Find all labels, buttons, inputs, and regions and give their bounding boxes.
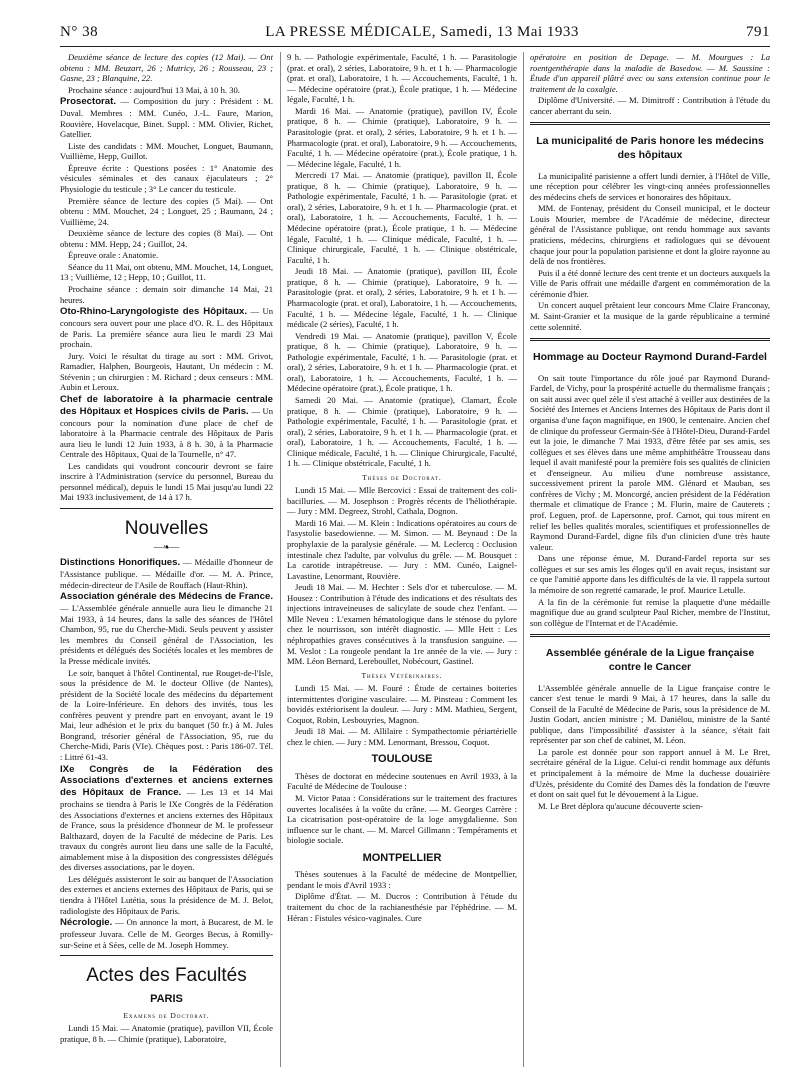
paragraph: Épreuve écrite : Questions posées : 1° Anatomie des vésicules séminales et des canaux éjaculateurs ; 2° Physiologie du testicule ; 3° Le cancer du testicule. [60,162,273,194]
paragraph: Les candidats qui voudront concourir devront se faire inscrire à l'Administration (service du personnel, Bureau du personnel médical), depuis le lundi 15 Mai jusqu'au lundi 22 Mai 1933 inclusivement, de 14 à 17 h. [60,460,273,503]
paragraph: Liste des candidats : MM. Mouchet, Longuet, Baumann, Vuillième, Hepp, Guillot. [60,140,273,162]
subsection-paris: PARIS [150,993,183,1006]
paragraph: Première séance de lecture des copies (5 Mai). — Ont obtenu : MM. Mouchet, 24 ; Longuet, 25 ; Baumann, 24 ; Vuillième, 24. [60,195,273,227]
paragraph: Jeudi 18 Mai. — Anatomie (pratique), pavillon III, École pratique, 8 h. — Chimie (pratique), Laboratoire, 9 h. — Parasitologie (prat. et oral), 2 séries, Laboratoire, 9 h. et 1 h. — Pharmacologie (prat. et oral), Laboratoire, 1 h. — Accouchements, Faculté, 1 h. — Médecine légale, Faculté, 1 h. — Clinique médicale (2 séries), Faculté, 1 h. [287,266,517,330]
paragraph: MM. de Fontenay, président du Conseil municipal, et le docteur Louis Mourier, membre de l'Académie de médecine, directeur général de l'Assistance publique, ont rendu hommage aux savants praticiens, médecins, chirurgiens et radiologues qui se dévouent chaque jour pour la population parisienne et dont la gloire rayonne au delà de nos frontières. [530,203,770,267]
paragraph: Le soir, banquet à l'hôtel Continental, rue Rouget-de-l'Isle, sous la présidence de M. le docteur Ollive (de Nantes), président de la Société locale des médecins du département de la Loire-Inférieure. En dehors des invités, tous les confrères peuvent y prendre part en envoyant, avant le 19 Mai, leur adhésion et le prix du banquet (50 fr.) à M. Jules Bongrand, trésorier général de l'Association, 95, rue du Cherche-Midi, Paris (VIe). Chèques post. : Paris 186-07. Tél. : Littré 61-43. [60,667,273,763]
paragraph: Thèses de doctorat en médecine soutenues en Avril 1933, à la Faculté de Médecine de Toulouse : [287,770,517,792]
subsection-toulouse: TOULOUSE [371,753,433,766]
column-1 [60,52,273,1067]
subsection-theses: Thèses de Doctorat. [362,472,442,482]
paragraph: Dans une réponse émue, M. Durand-Fardel reporta sur ses collègues et sur ses amis les éloges qu'il en avait reçus, insistant sur ce que l'amitié apporte dans les difficultés de la vie. Il rappela surtout la mémoire de son regretté camarade, le prof. Maurice Letulle. [530,553,770,595]
paragraph: A la fin de la cérémonie fut remise la plaquette d'une médaille magnifique due au grand sculpteur Paul Richer, membre de l'Institut, son collègue de l'Internat et de l'Académie. [530,596,770,628]
paragraph: Vendredi 19 Mai. — Anatomie (pratique), pavillon V, École pratique, 8 h. — Chimie (pratique), Laboratoire, 9 h. — Pathologie expérimentale, Faculté, 1 h. — Parasitologie (prat. et oral), 2 séries, Laboratoire, 9 h. et 1 h. — Pharmacologie (prat. et oral), Laboratoire, 1 h. — Accouchements, Faculté, 1 h. — Médecine opératoire (prat.), École pratique, 1 h. [287,330,517,394]
page-number: 791 [745,24,770,40]
paragraph: Lundi 15 Mai. — Mlle Bercovici : Essai de traitement des coli-bacilluries. — M. Josephson : Progrès récents de l'héliothérapie. — Jury : MM. Degreez, Strohl, Cathala, Dognon. [287,485,517,517]
column-2 [287,52,517,1067]
paragraph: 9 h. — Pathologie expérimentale, Faculté, 1 h. — Parasitologie (prat. et oral), 2 séries, Laboratoire, 9 h. et 1 h. — Pharmacologie (prat. et oral), Laboratoire, 1 h. — Accouchements, Faculté, 1 h. — Médecine opératoire (prat.), École pratique, 1 h. — Médecine légale, Faculté, 1 h. [287,52,517,105]
paragraph: Jeudi 18 Mai. — M. Allilaire : Sympathectomie périartérielle chez le chien. — Jury : MM. Lenormant, Bressou, Coquot. [287,726,517,747]
divider [60,955,273,956]
paragraph: Diplôme d'État. — M. Ducros : Contribution à l'étude du traitement du choc de la rachianesthésie par l'éphédrine. — M. Héran : Fistules vésico-vaginales. Cure [287,891,517,923]
paragraph: Les délégués assisteront le soir au banquet de l'Association des externes et anciens externes des Hôpitaux de Paris, qui se tiendra à l'Hôtel Lutétia, sous la présidence de M. J. Belot, radiologiste des Hôpitaux de Paris. [60,873,273,916]
paragraph: Lundi 15 Mai. — M. Fouré : Étude de certaines boiteries intermittentes d'origine vasculaire. — M. Pinsteau : Comment les bovidés extériorisent la douleur. — Jury : MM. Mathieu, Sergent, Coquot, Robin, Lesbouyries, Magnon. [287,682,517,725]
paragraph: Mardi 16 Mai. — Anatomie (pratique), pavillon IV, École pratique, 8 h. — Chimie (pratique), Laboratoire, 9 h. — Parasitologie (prat. et oral), 2 séries, Laboratoire, 9 h. et 1 h. — Pharmacologie (prat. et oral), Laboratoire, 9 h. — Accouchements, Faculté, 1 h. — Médecine opératoire (prat.), École pratique, 1 h. — Médecine légale, Faculté, 1 h. [287,105,517,169]
subsection-theses-veterinaires: Thèses Vétérinaires. [361,670,443,680]
paragraph: Diplôme d'Université. — M. Dimitroff : Contribution à l'étude du cancer aberrant du sein. [530,95,770,116]
article-title-municipalite: La municipalité de Paris honore les médecins des hôpitaux [536,135,764,162]
paragraph: On sait toute l'importance du rôle joué par Raymond Durand-Fardel, de Vichy, pour la prospérité actuelle du thermalisme français ; on sait aussi avec quel zèle il s'est attaché à veiller aux destinées de la Société des Internes et Anciens Internes des Hôpitaux de Paris dont il organisa d'une façon magnifique, en 1900, le centenaire. Ancien chef de clinique du professeur Germain-Sée à l'Hôtel-Dieu, Durand-Fardel eut la joie, le dimanche 7 Mai 1933, d'être fêtée par ses amis, ses collègues et ses élèves dans une même amphithéâtre Trousseau dans lequel il avait manifesté pour la première fois ses qualités de clinicien et d'enseigneur. Au milieu d'une nombreuse assistance, successivement prirent la parole MM. Glénard et Mauban, ses confrères de Vichy ; M. Moncorgé, ancien président de la Fédération thermale et climatique de France ; M. Flurin, maire de Cauterets ; prof. Leguen, prof. de Lapersonne, prof. Carnot, qui tous mirent en relief les belles qualités morales, scientifiques et professionnelles de Raymond Durand-Fardel, digne fils d'un clinicien d'une très haute valeur. [530,372,770,552]
issue-number: N° 38 [60,24,99,40]
divider [530,634,770,637]
paragraph: Deuxième séance de lecture des copies (8 Mai). — Ont obtenu : MM. Hepp, 24 ; Guillot, 24. [60,228,273,249]
article-heading: Distinctions Honorifiques. [60,557,181,569]
article-heading: Oto-Rhino-Laryngologiste des Hôpitaux. [60,306,247,318]
paragraph: M. Le Bret déplora qu'aucune découverte scien- [538,800,703,811]
paragraph: Séance du 11 Mai, ont obtenu, MM. Mouchet, 14, Longuet, 13 ; Vuillième, 12 ; Hepp, 10 ; Guillot, 11. [60,261,273,283]
column-divider [280,52,281,1067]
paragraph: Jeudi 18 Mai. — M. Hechter : Sels d'or et tuberculose. — M. Housez : Contribution à l'étude des indications et des résultats des injections intraveineuses de salicylate de soude chez l'enfant. — Mlle Neveu : L'examen hématologique dans le sténose du pylore chez le nourrisson, son intérêt diagnostic. — Mlle Hett : Les néphropathies graves consécutives à la transfusion sanguine. — M. Veslot : La rougeole pendant la 1re année de la vie. — Jury : MM. Léon Bernard, Lereboullet, Nobécourt, Gastinel. [287,582,517,667]
paragraph: M. Victor Pataa : Considérations sur le traitement des fractures ouvertes localisées à la voûte du crâne. — M. Georges Carrère : La cicatrisation post-opératoire de la loge amygdalienne. Son influence sur le chant. — M. Marcel Gillmann : Tempéraments et biologie sociale. [287,792,517,846]
paragraph: L'Assemblée générale annuelle de la Ligue française contre le cancer s'est tenue le mardi 9 Mai, à 17 heures, dans la salle du Conseil de la Faculté de Médecine de Paris, sous la présidence de M. Justin Godart, ancien ministre ; M. Daniélou, ministre de la Santé publique, dans l'impossibilité d'assister à la séance, s'était fait représenter par son chef de cabinet, M. Léon. [530,682,770,746]
paragraph: Samedi 20 Mai. — Anatomie (pratique), Clamart, École pratique, 8 h. — Chimie (pratique), Laboratoire, 9 h. — Pathologie expérimentale, Faculté, 1 h. — Parasitologie (prat. et oral), 2 séries, Laboratoire, 9 h. et 1 h. — Pharmacologie (prat. et oral), Laboratoire, 1 h. — Accouchements, Faculté, 1 h. — Clinique médicale, Faculté, 1 h. — Clinique Chirurgicale, Faculté, 1 h. — Clinique obstétricale, Faculté, 1 h. [287,395,517,469]
ornament-icon: —❧— [153,542,180,553]
paragraph: Mardi 16 Mai. — M. Klein : Indications opératoires au cours de l'asystolie basedowienne. — M. Simon. — M. Beynaud : De la prophylaxie de la paralysie générale. — M. Leclercq : Occlusion intestinale chez l'adulte, par volvulus du grêle. — M. Bousquet : La carotide intrapétreuse. — Jury : MM. Cunéo, Laignel-Lavastine, Lenormant, Rouvière. [287,517,517,581]
paragraph: Puis il a été donné lecture des cent trente et un docteurs auxquels la Ville de Paris offrait une médaille d'argent en commémoration de la cérémonie d'hier. [530,267,770,299]
paragraph: Prochaine séance : aujourd'hui 13 Mai, à 10 h. 30. [68,84,240,95]
column-divider [523,52,524,1067]
paragraph: La parole est donnée pour son rapport annuel à M. Le Bret, secrétaire général de la Ligue. Celui-ci rendit hommage aux défunts et principalement à la mémoire de Mme la duchesse douairière d'Uzès, présidente du Comité des Dames dès la fondation de l'œuvre et dont on sait quel fut le dévouement à la Ligue. [530,746,770,800]
article-necrologie: Nécrologie. — On annonce la mort, à Bucarest, de M. le professeur Juvara. Celle de M. Georges Becus, à Romilly-sur-Seine et à Sées, celle de M. Joseph Hommey. [60,917,273,950]
paragraph: La municipalité parisienne a offert lundi dernier, à l'Hôtel de Ville, une réception pour célébrer les vingt-cinq années professionnelles des médecins chefs de services et honoraires des hôpitaux. [530,170,770,202]
masthead [60,24,770,46]
paragraph: Mercredi 17 Mai. — Anatomie (pratique), pavillon II, École pratique, 8 h. — Chimie (pratique), Laboratoire, 9 h. — Pathologie expérimentale, Faculté, 1 h. — Parasitologie (prat. et oral), 2 séries, Laboratoire, 9 h. et 1 h. — Pharmacologie (prat. et oral), Laboratoire, 1 h. — Accouchements, Faculté, 1 h. — Médecine opératoire (prat.), École pratique, 1 h. — Médecine légale, Faculté, 1 h. — Clinique médicale, Faculté, 1 h. — Clinique chirurgicale, Faculté, 1 h. — Clinique obstétricale, Faculté, 1 h. [287,170,517,265]
article-ixe-congres: IXe Congrès de la Fédération des Associations d'externes et anciens externes des Hôpitaux de France. — Les 13 et 14 Mai prochains se tiendra à Paris le IXe Congrès de la Fédération des Associations d'externes et anciens externes des Hôpitaux de France, sous la présidence d'honneur de M. le professeur Balthazard, doyen de la Faculté de médecine de Paris. Les travaux du congrès auront lieu dans une salle de la Faculté, aimablement mise à la disposition des congressistes délégués des diverses associations, par le doyen. [60,763,273,873]
article-heading: Chef de laboratoire à la pharmacie centrale des Hôpitaux et Hospices civils de Paris. [60,393,273,417]
header-rule [60,46,770,47]
subsection-examens: Examens de Doctorat. [123,1010,210,1020]
paragraph: Jury. Voici le résultat du tirage au sort : MM. Grivot, Ramadier, Halphen, Bourgeois, Hautant, Un médecin : M. Stévenin ; un chirurgien : M. Richard ; deux censeurs : MM. Aubin et Leroux. [60,350,273,393]
article-heading: Nécrologie. [60,917,113,929]
paragraph: Un concert auquel prêtaient leur concours Mme Claire Franconay, M. Saint-Granier et la musique de la garde républicaine a terminé cette solennité. [530,300,770,332]
subsection-montpellier: MONTPELLIER [362,851,442,864]
article-distinctions: Distinctions Honorifiques. — Médaille d'honneur de l'Assistance publique. — Médaille d'or. — M. A. Prince, médecin-directeur de l'Asile de Rouffach (Haut-Rhin). [60,557,273,590]
article-chef-labo: Chef de laboratoire à la pharmacie centrale des Hôpitaux et Hospices civils de Paris. — Un concours pour la nomination d'une place de chef de laboratoire à la Pharmacie centrale des Hôpitaux de Paris aura lieu le lundi 12 Juin 1933, à 8 h. 30, à la Pharmacie Centrale des Hôpitaux, Quai de la Tournelle, n° 47. [60,393,273,460]
article-title-hommage: Hommage au Docteur Raymond Durand-Fardel [533,351,767,364]
article-heading: Prosectorat. [60,96,116,108]
paragraph: Thèses soutenues à la Faculté de médecine de Montpellier, pendant le mois d'Avril 1933 : [287,869,517,890]
divider [60,508,273,509]
paragraph: Prochaine séance : demain soir dimanche 14 Mai, 21 heures. [60,284,273,305]
article-heading: IXe Congrès de la Fédération des Associations d'externes et anciens externes des Hôpitaux de France. [60,763,273,799]
paragraph: opératoire en position de Depage. — M. Mourgues : La roentgenthérapie dans la maladie de Basedow. — M. Saussine : Étude d'un appareil plâtré avec ou sans extension continue pour le traitement de la coxalgie. [530,52,770,94]
publication-title: LA PRESSE MÉDICALE, Samedi, 13 Mai 1933 [265,24,579,40]
column-3 [530,52,770,1067]
paragraph: Épreuve orale : Anatomie. [68,250,159,261]
paragraph: Lundi 15 Mai. — Anatomie (pratique), pavillon VII, École pratique, 8 h. — Chimie (pratique), Laboratoire, [60,1023,273,1044]
paragraph: Deuxième séance de lecture des copies (12 Mai). — Ont obtenu : MM. Beuzart, 26 ; Mutricy, 26 ; Rousseau, 23 ; Gasne, 23 ; Blanquine, 22. [60,52,273,84]
divider [530,122,770,125]
article-association: Association générale des Médecins de France. — L'Assemblée générale annuelle aura lieu le dimanche 21 Mai 1933, à 14 heures, dans la salle des séances de l'Hôtel Chambon, 95, rue du Cherche-Midi. Seuls peuvent y assister les membres du Conseil général de l'Association, les présidents et délégués des Sociétés locales et les membres de la Presse médicale invités. [60,591,273,666]
article-oto: Oto-Rhino-Laryngologiste des Hôpitaux. — Un concours sera ouvert pour une place d'O. R. L. des Hôpitaux de Paris. La première séance aura lieu le mardi 23 Mai prochain. [60,306,273,350]
section-title-actes: Actes des Facultés [86,965,247,987]
section-title-nouvelles: Nouvelles [124,518,209,539]
divider [530,338,770,341]
article-heading: Association générale des Médecins de France. [60,591,273,603]
article-title-ligue-cancer: Assemblée générale de la Ligue française contre le Cancer [545,647,755,673]
article-prosectorat: Prosectorat. — Composition du jury : Président : M. Duval. Membres : MM. Cunéo, J.-L. Faure, Marion, Rouvière, Hovelacque, Binet. Suppl. : MM. Olivier, Richet, Gatellier. [60,96,273,140]
